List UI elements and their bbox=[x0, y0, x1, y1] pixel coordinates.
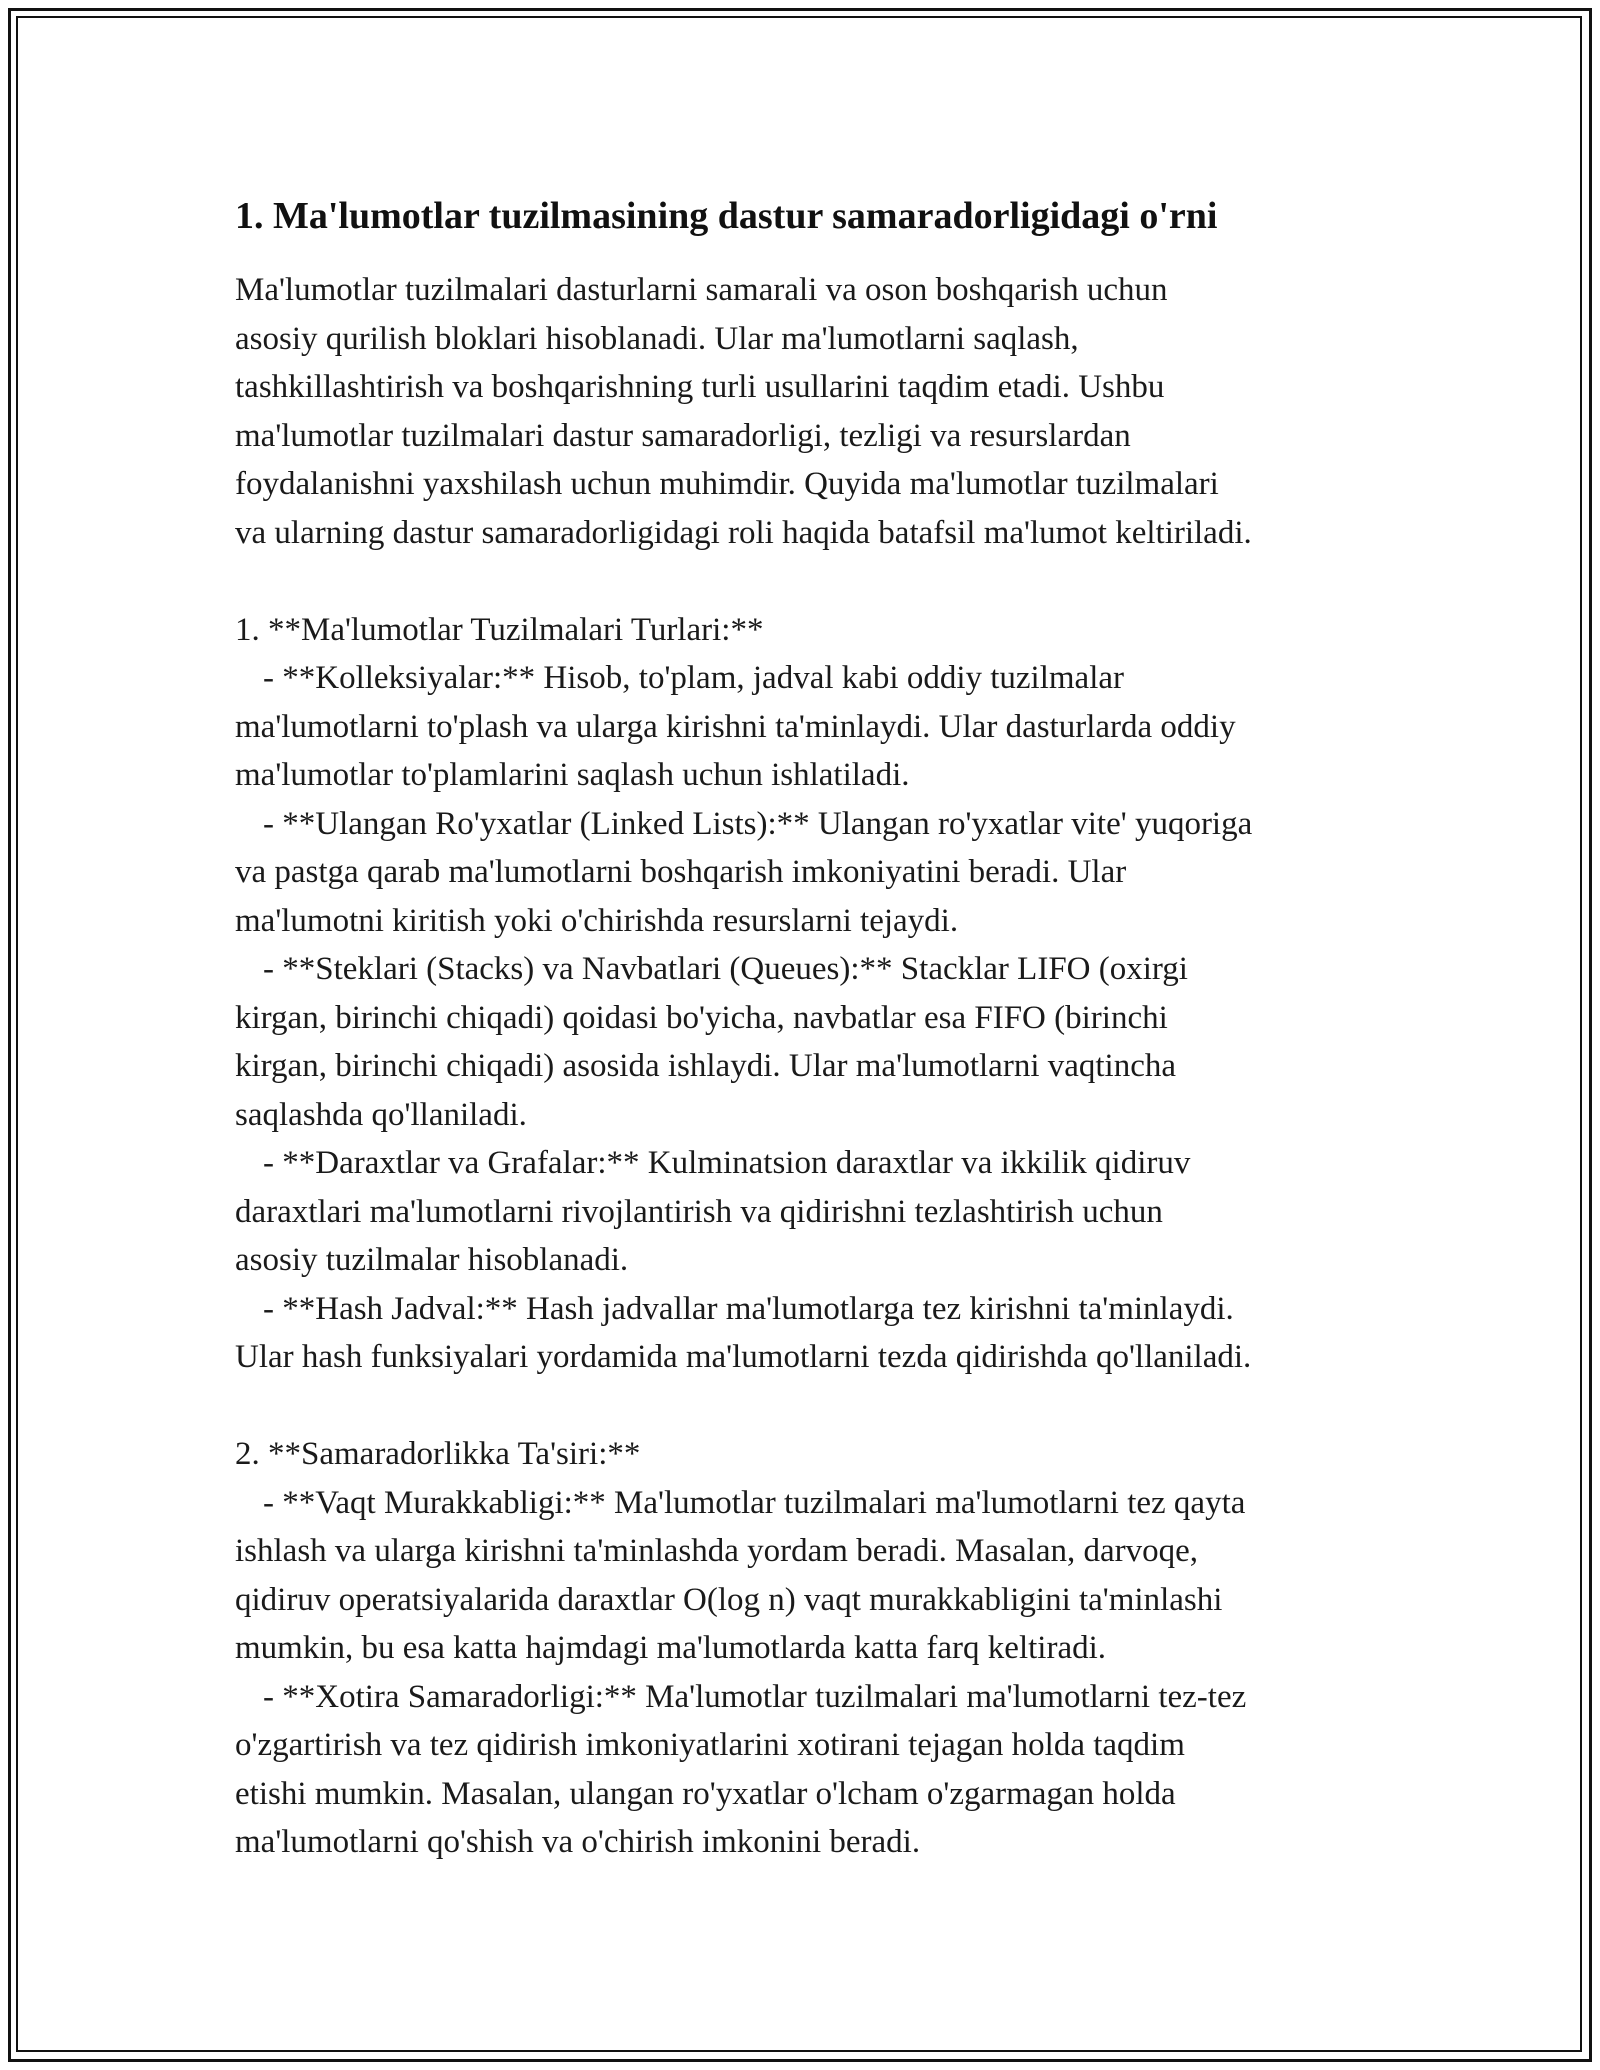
list-item-line: ishlash va ularga kirishni ta'minlashda yordam beradi. Masalan, darvoqe, bbox=[235, 1533, 1198, 1569]
document-body bbox=[235, 188, 1375, 1867]
list-item-stacks-queues bbox=[235, 945, 1375, 1139]
list-item-line: ma'lumotlarni to'plash va ularga kirishni ta'minlaydi. Ular dasturlarda oddiy bbox=[235, 708, 1236, 745]
list-item-line: ma'lumotni kiritish yoki o'chirishda resurslarni tejaydi. bbox=[235, 902, 959, 939]
intro-line: ma'lumotlar tuzilmalari dastur samaradorligi, tezligi va resurslardan bbox=[235, 417, 1131, 454]
intro-line: foydalanishni yaxshilash uchun muhimdir. Quyida ma'lumotlar tuzilmalari bbox=[235, 466, 1219, 502]
document-title: 1. Ma'lumotlar tuzilmasining dastur samaradorligidagi o'rni bbox=[235, 195, 1218, 237]
list-item-line: kirgan, birinchi chiqadi) qoidasi bo'yicha, navbatlar esa FIFO (birinchi bbox=[235, 999, 1168, 1036]
intro-line: va ularning dastur samaradorligidagi roli haqida batafsil ma'lumot keltiriladi. bbox=[235, 514, 1252, 551]
list-item-trees-graphs bbox=[235, 1139, 1375, 1285]
list-item-collections bbox=[235, 654, 1375, 800]
list-item-line: ma'lumotlarni qo'shish va o'chirish imkonini beradi. bbox=[235, 1824, 921, 1860]
intro-line: asosiy qurilish bloklari hisoblanadi. Ular ma'lumotlarni saqlash, bbox=[235, 320, 1079, 357]
intro-line: Ma'lumotlar tuzilmalari dasturlarni samarali va oson boshqarish uchun bbox=[235, 272, 1168, 308]
list-item-hash-table bbox=[235, 1285, 1375, 1382]
list-item-line: ma'lumotlar to'plamlarini saqlash uchun ishlatiladi. bbox=[235, 757, 910, 793]
list-item-line: - **Hash Jadval:** Hash jadvallar ma'lumotlarga tez kirishni ta'minlaydi. bbox=[263, 1290, 1234, 1327]
list-item-line: - **Daraxtlar va Grafalar:** Kulminatsion daraxtlar va ikkilik qidiruv bbox=[263, 1145, 1191, 1181]
list-item-line: saqlashda qo'llaniladi. bbox=[235, 1096, 527, 1133]
list-item-line: daraxtlari ma'lumotlarni rivojlantirish va qidirishni tezlashtirish uchun bbox=[235, 1193, 1163, 1230]
paragraph-spacer bbox=[235, 557, 1375, 606]
intro-line: tashkillashtirish va boshqarishning turli usullarini taqdim etadi. Ushbu bbox=[235, 369, 1165, 405]
list-item-linked-lists bbox=[235, 800, 1375, 946]
list-item-line: va pastga qarab ma'lumotlarni boshqarish imkoniyatini beradi. Ular bbox=[235, 854, 1127, 890]
list-item-line: mumkin, bu esa katta hajmdagi ma'lumotlarda katta farq keltiradi. bbox=[235, 1630, 1107, 1666]
list-item-line: - **Vaqt Murakkabligi:** Ma'lumotlar tuzilmalari ma'lumotlarni tez qayta bbox=[263, 1484, 1246, 1521]
list-item-line: asosiy tuzilmalar hisoblanadi. bbox=[235, 1242, 629, 1278]
list-item-line: o'zgartirish va tez qidirish imkoniyatlarini xotirani tejagan holda taqdim bbox=[235, 1727, 1185, 1763]
list-item-line: Ular hash funksiyalari yordamida ma'lumotlarni tezda qidirishda qo'llaniladi. bbox=[235, 1339, 1252, 1375]
list-item-line: etishi mumkin. Masalan, ulangan ro'yxatlar o'lcham o'zgarmagan holda bbox=[235, 1775, 1176, 1812]
list-item-time-complexity bbox=[235, 1479, 1375, 1673]
list-item-line: - **Steklari (Stacks) va Navbatlari (Queues):** Stacklar LIFO (oxirgi bbox=[263, 951, 1188, 987]
section-types bbox=[235, 606, 1375, 1382]
paragraph-spacer bbox=[235, 1382, 1375, 1431]
list-item-line: - **Ulangan Ro'yxatlar (Linked Lists):** Ulangan ro'yxatlar vite' yuqoriga bbox=[263, 805, 1253, 842]
section-heading: 2. **Samaradorlikka Ta'siri:** bbox=[235, 1436, 641, 1472]
section-heading: 1. **Ma'lumotlar Tuzilmalari Turlari:** bbox=[235, 611, 764, 648]
intro-paragraph bbox=[235, 266, 1375, 557]
list-item-line: kirgan, birinchi chiqadi) asosida ishlaydi. Ular ma'lumotlarni vaqtincha bbox=[235, 1048, 1177, 1084]
section-efficiency bbox=[235, 1430, 1375, 1867]
list-item-line: - **Xotira Samaradorligi:** Ma'lumotlar tuzilmalari ma'lumotlarni tez-tez bbox=[263, 1678, 1247, 1715]
list-item-line: qidiruv operatsiyalarida daraxtlar O(log n) vaqt murakkabligini ta'minlashi bbox=[235, 1581, 1223, 1618]
list-item-line: - **Kolleksiyalar:** Hisob, to'plam, jadval kabi oddiy tuzilmalar bbox=[263, 660, 1125, 696]
list-item-memory-efficiency bbox=[235, 1673, 1375, 1867]
